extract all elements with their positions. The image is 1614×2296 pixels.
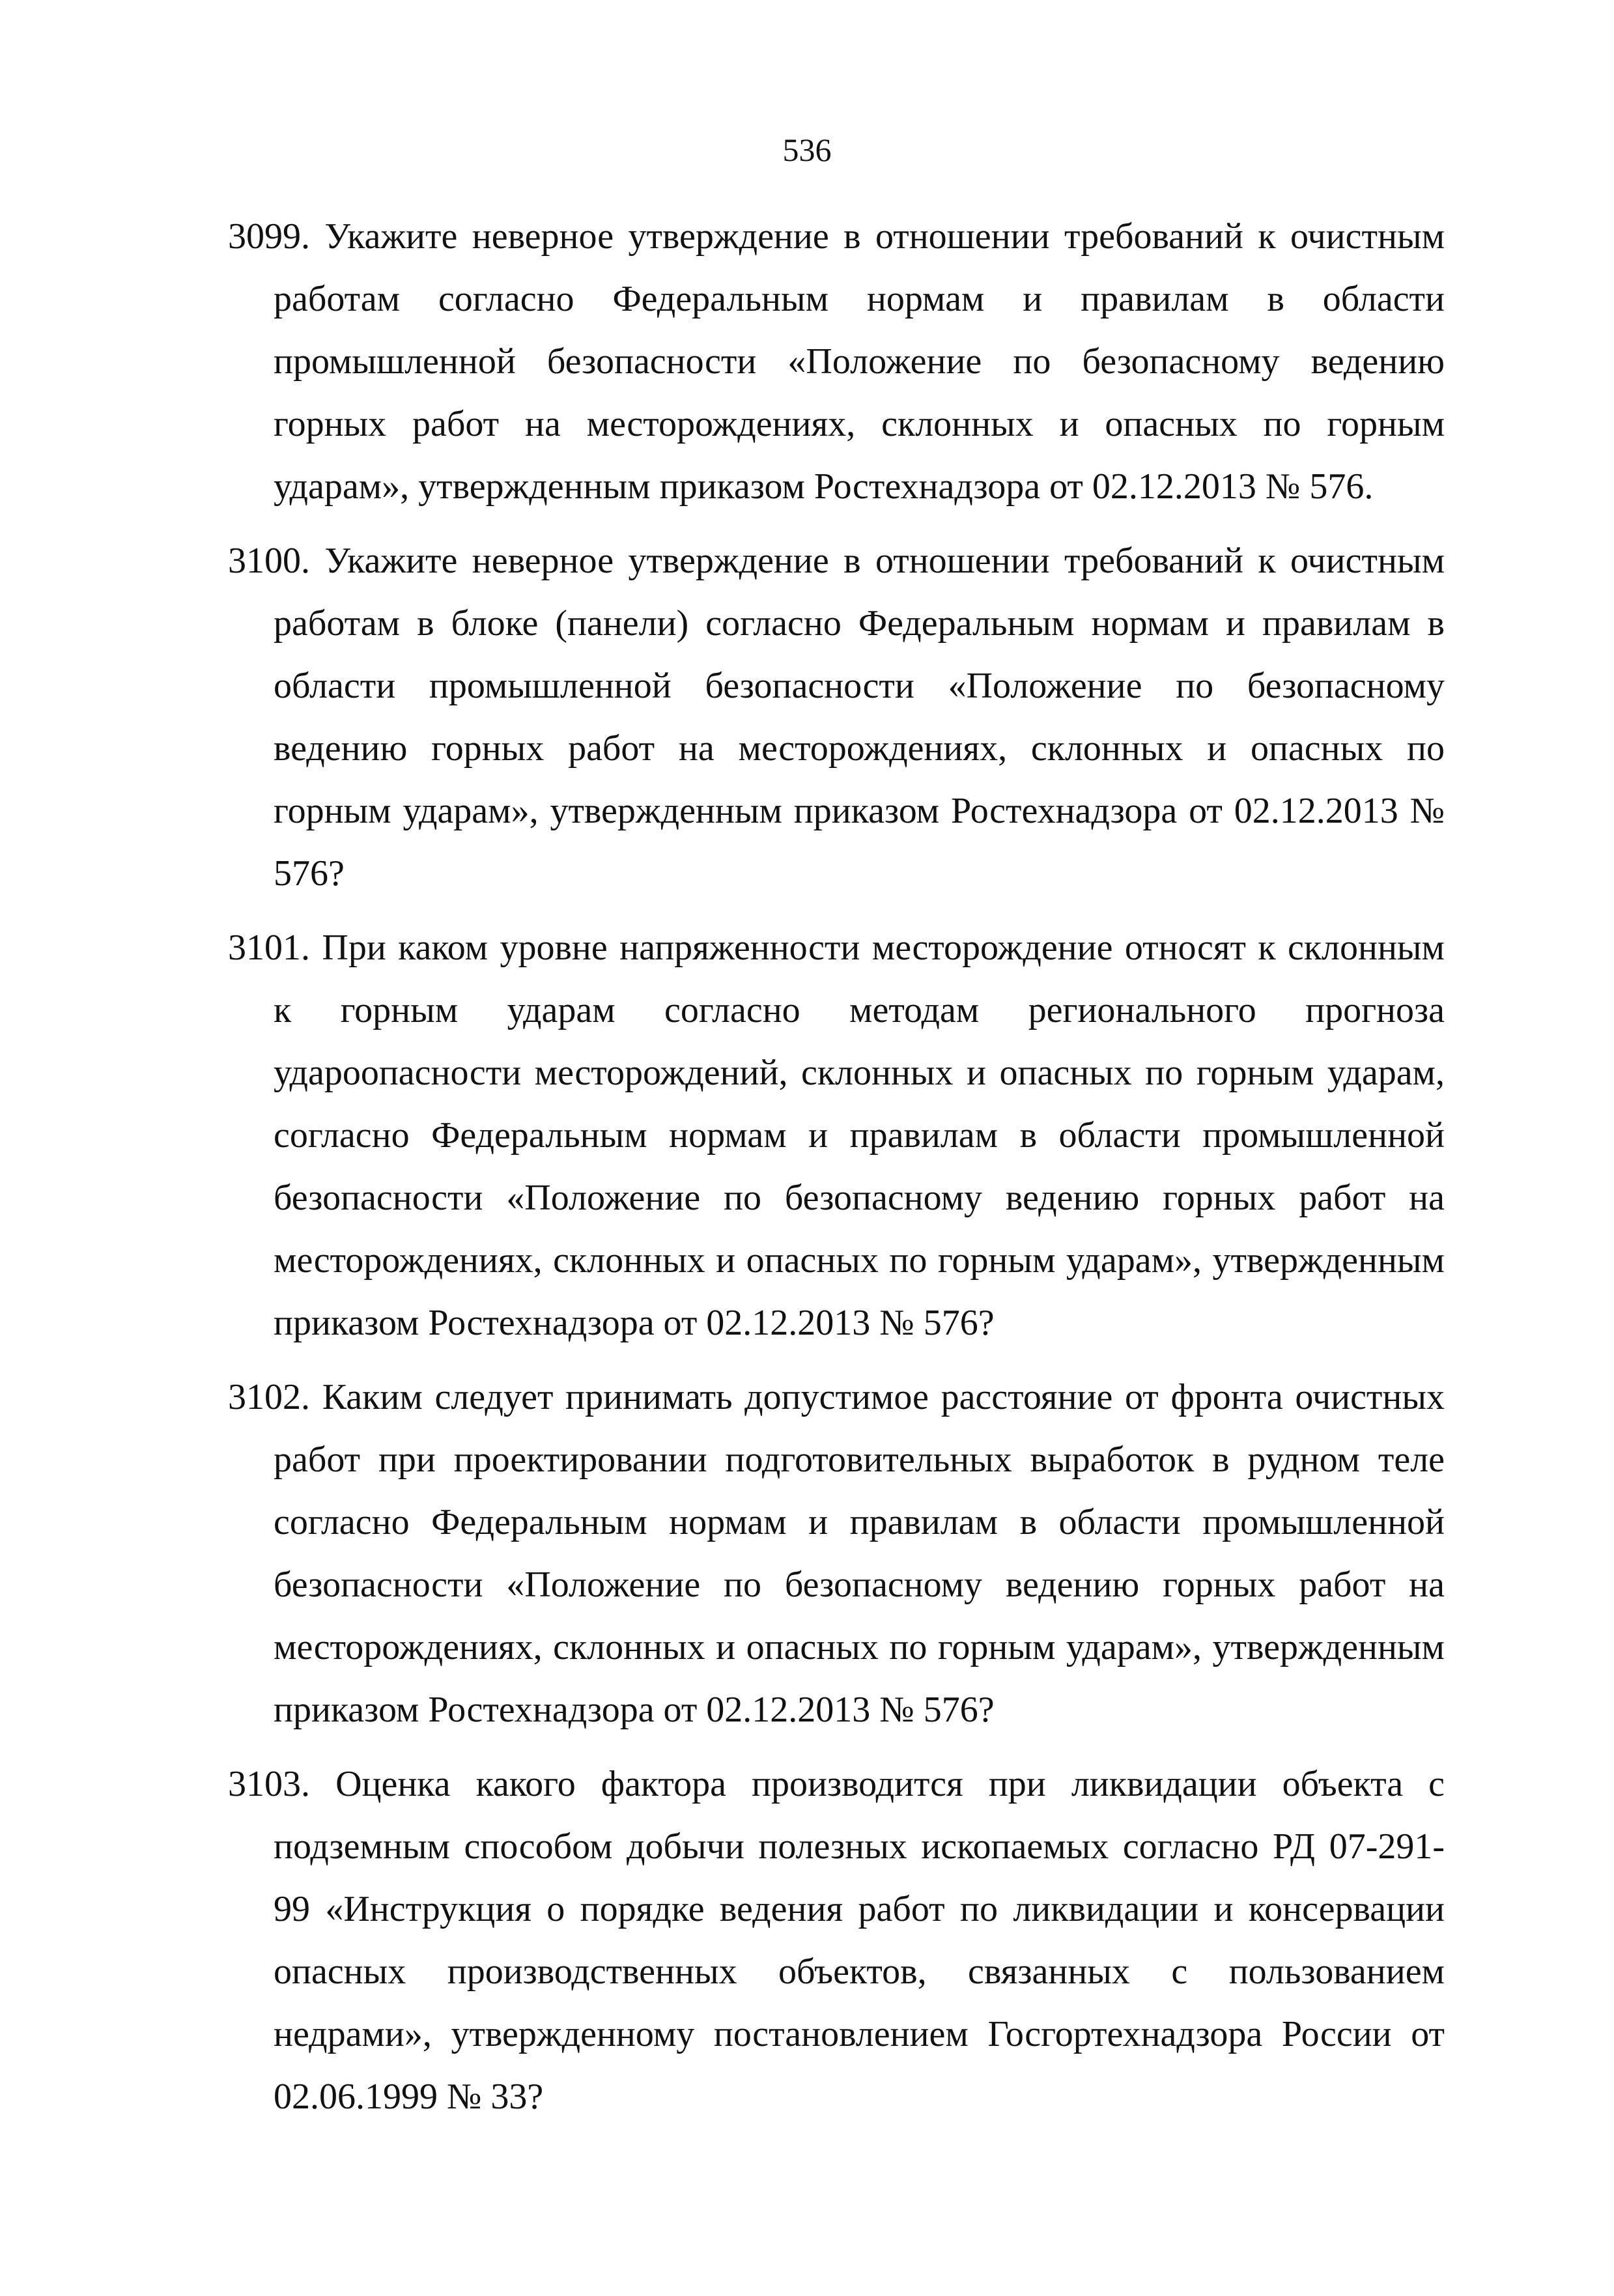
question-number: 3103.: [228, 1764, 310, 1804]
page-number: 536: [782, 132, 832, 168]
question-item-3099: [228, 205, 1445, 518]
question-text: Каким следует принимать допустимое расстояние от фронта очистных работ при проектировании подготовительных выработок в рудном теле согласно Федеральным нормам и правилам в области промышленной безопасности «Положение по безопасному ведению горных работ на месторождениях, склонных и опасных по горным ударам», утвержденным приказом Ростехнадзора от 02.12.2013 № 576?: [274, 1377, 1445, 1730]
question-text: Укажите неверное утверждение в отношении требований к очистным работам в блоке (панели) согласно Федеральным нормам и правилам в области промышленной безопасности «Положение по безопасному ведению горных работ на месторождениях, склонных и опасных по горным ударам», утвержденным приказом Ростехнадзора от 02.12.2013 № 576?: [274, 541, 1445, 894]
question-item-3103: [228, 1753, 1445, 2128]
question-number: 3102.: [228, 1377, 310, 1417]
question-number: 3100.: [228, 541, 310, 581]
question-item-3102: [228, 1366, 1445, 1741]
question-list: [228, 205, 1445, 2140]
question-item-3101: [228, 916, 1445, 1354]
question-number: 3101.: [228, 928, 310, 968]
question-text: Укажите неверное утверждение в отношении требований к очистным работам согласно Федеральным нормам и правилам в области промышленной безопасности «Положение по безопасному ведению горных работ на месторождениях, склонных и опасных по горным ударам», утвержденным приказом Ростехнадзора от 02.12.2013 № 576.: [274, 216, 1445, 507]
question-item-3100: [228, 530, 1445, 905]
question-number: 3099.: [228, 216, 310, 257]
question-text: При каком уровне напряженности месторождение относят к склонным к горным ударам согласно методам регионального прогноза удароопасности месторождений, склонных и опасных по горным ударам, согласно Федеральным нормам и правилам в области промышленной безопасности «Положение по безопасному ведению горных работ на месторождениях, склонных и опасных по горным ударам», утвержденным приказом Ростехнадзора от 02.12.2013 № 576?: [274, 928, 1445, 1343]
question-text: Оценка какого фактора производится при ликвидации объекта с подземным способом добычи полезных ископаемых согласно РД 07-291-99 «Инструкция о порядке ведения работ по ликвидации и консервации опасных производственных объектов, связанных с пользованием недрами», утвержденному постановлением Госгортехнадзора России от 02.06.1999 № 33?: [274, 1764, 1445, 2117]
